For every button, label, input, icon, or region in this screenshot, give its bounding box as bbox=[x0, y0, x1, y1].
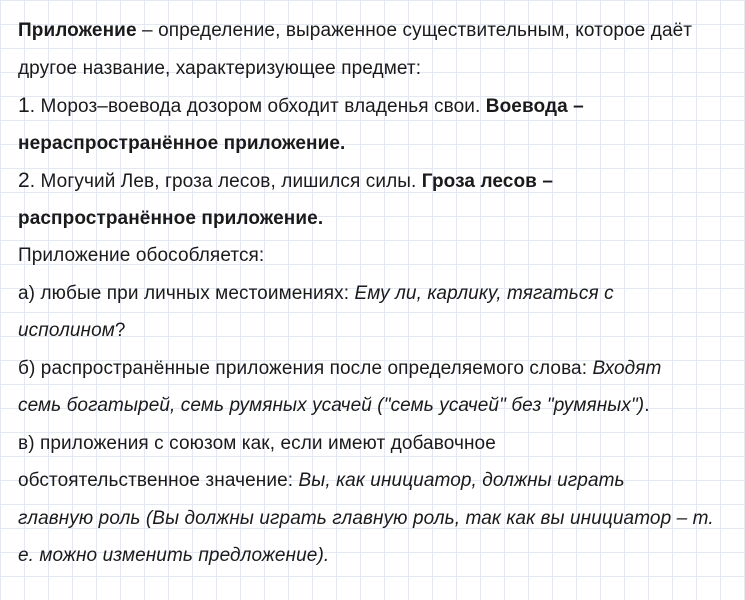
example-2-line-2 bbox=[18, 200, 736, 238]
example-2-label: Гроза лесов – bbox=[421, 171, 553, 192]
rule-c-line-4 bbox=[18, 537, 736, 575]
example-1-label-continued: нераспространённое приложение. bbox=[18, 132, 346, 154]
example-1-line-1 bbox=[18, 87, 736, 125]
rule-a-example: Ему ли, карлику, тягаться с bbox=[354, 282, 614, 304]
rule-b-example: Входят bbox=[592, 357, 662, 379]
rule-b-end: . bbox=[644, 395, 650, 416]
rule-a-text: а) любые при личных местоимениях: bbox=[18, 282, 355, 304]
example-1-line-2 bbox=[18, 125, 736, 163]
rule-c-text-continued: обстоятельственное значение: bbox=[18, 470, 299, 491]
rule-a-end: ? bbox=[114, 320, 126, 341]
isolation-heading-text: Приложение обособляется: bbox=[18, 245, 265, 266]
rule-c-line-2 bbox=[18, 462, 736, 500]
rule-c-line-1 bbox=[18, 425, 736, 463]
document-body bbox=[18, 12, 736, 575]
rule-c-example-end: е. можно изменить предложение). bbox=[18, 545, 330, 566]
example-1-label: Воевода – bbox=[485, 96, 584, 117]
rule-c-example-continued: главную роль (Вы должны играть главную роль, так как вы инициатор – т. bbox=[18, 507, 714, 529]
rule-a-example-continued: исполином bbox=[18, 320, 115, 341]
rule-b-line-2 bbox=[18, 387, 736, 425]
rule-b-line-1 bbox=[18, 350, 736, 388]
rule-a-line-1 bbox=[18, 275, 736, 313]
definition-term: Приложение bbox=[18, 20, 137, 41]
isolation-heading bbox=[18, 237, 736, 275]
rule-c-example: Вы, как инициатор, должны играть bbox=[298, 470, 625, 491]
rule-c-line-3 bbox=[18, 500, 736, 538]
example-2-sentence: . Могучий Лев, гроза лесов, лишился силы. bbox=[29, 171, 422, 192]
example-1-number: 1 bbox=[18, 94, 30, 117]
rule-a-line-2 bbox=[18, 312, 736, 350]
rule-b-example-continued: семь богатырей, семь румяных усачей ("семь усачей" без "румяных") bbox=[18, 395, 645, 416]
example-2-line-1 bbox=[18, 162, 736, 200]
definition-line-1 bbox=[18, 12, 736, 50]
rule-b-text: б) распространённые приложения после определяемого слова: bbox=[18, 357, 593, 379]
example-2-number: 2 bbox=[18, 169, 30, 192]
definition-line-2 bbox=[18, 50, 736, 88]
example-1-sentence: . Мороз–воевода дозором обходит владенья свои. bbox=[29, 96, 486, 117]
definition-text-continued: другое название, характеризующее предмет: bbox=[18, 57, 422, 79]
rule-c-text: в) приложения с союзом как, если имеют добавочное bbox=[18, 432, 496, 454]
definition-text: – определение, выраженное существительным, которое даёт bbox=[136, 20, 693, 41]
example-2-label-continued: распространённое приложение. bbox=[18, 207, 324, 229]
